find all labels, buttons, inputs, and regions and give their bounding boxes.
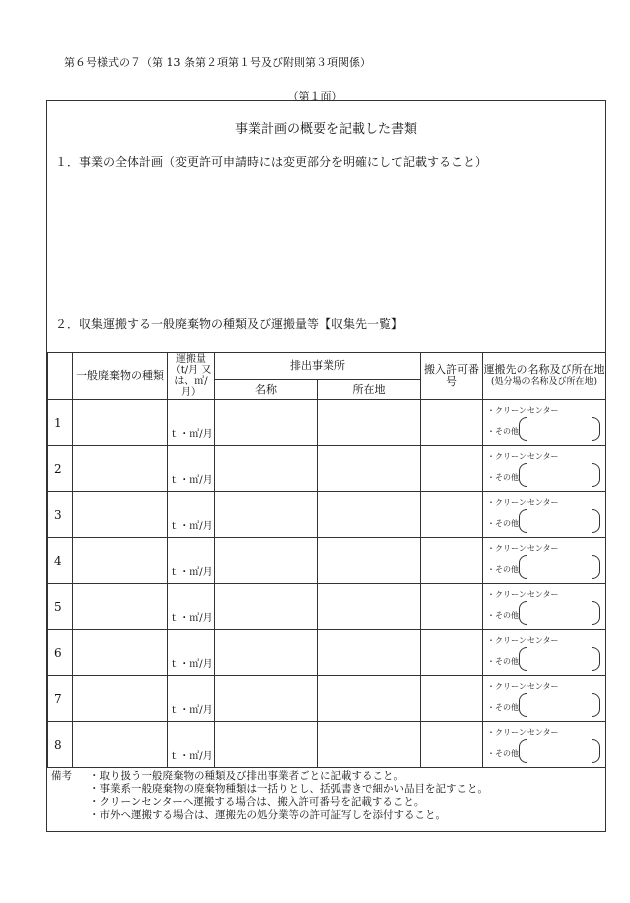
origin-name-cell[interactable]: [215, 400, 318, 446]
origin-name-cell[interactable]: [215, 630, 318, 676]
right-bracket-icon: [592, 601, 600, 625]
origin-location-cell[interactable]: [318, 630, 421, 676]
option-clean-center[interactable]: ・クリーンセンター: [487, 452, 559, 461]
option-other[interactable]: ・その他: [487, 749, 519, 758]
option-other[interactable]: ・その他: [487, 657, 519, 666]
remarks-list: [89, 770, 488, 822]
right-bracket-icon: [592, 693, 600, 717]
right-bracket-icon: [592, 509, 600, 533]
option-clean-center[interactable]: ・クリーンセンター: [487, 682, 559, 691]
option-clean-center[interactable]: ・クリーンセンター: [487, 544, 559, 553]
amount-unit: ｔ・㎥/月: [169, 705, 213, 716]
remark-item: ・取り扱う一般廃棄物の種類及び排出事業者ごとに記載すること。: [89, 770, 404, 782]
table-row: [48, 446, 606, 492]
origin-name-cell[interactable]: [215, 538, 318, 584]
option-other[interactable]: ・その他: [487, 565, 519, 574]
option-clean-center[interactable]: ・クリーンセンター: [487, 636, 559, 645]
option-other[interactable]: ・その他: [487, 703, 519, 712]
left-bracket-icon: [519, 463, 527, 487]
remark-item: ・クリーンセンターへ運搬する場合は、搬入許可番号を記載すること。: [89, 796, 425, 808]
waste-type-cell[interactable]: [73, 584, 168, 630]
origin-location-cell[interactable]: [318, 722, 421, 768]
option-clean-center[interactable]: ・クリーンセンター: [487, 406, 559, 415]
header-destination-line1: 運搬先の名称及び所在地: [483, 363, 605, 376]
header-destination: [483, 353, 606, 400]
header-origin: 排出事業所: [215, 353, 421, 380]
amount-unit: ｔ・㎥/月: [169, 429, 213, 440]
header-origin-name: 名称: [215, 380, 318, 400]
remark-item: ・市外へ運搬する場合は、運搬先の処分業等の許可証写しを添付すること。: [89, 809, 446, 821]
table-row: [48, 584, 606, 630]
amount-cell[interactable]: [168, 722, 215, 768]
table-body: [48, 400, 606, 768]
option-clean-center[interactable]: ・クリーンセンター: [487, 728, 559, 737]
form-code: 第６号様式の７（第 13 条第２項第１号及び附則第３項関係）: [64, 56, 371, 69]
option-other[interactable]: ・その他: [487, 427, 519, 436]
remark-item: ・事業系一般廃棄物の廃棄物種類は一括りとし、括弧書きで細かい品目を記すこと。: [89, 783, 488, 795]
section1-heading: １．事業の全体計画（変更許可申請時には変更部分を明確にして記載すること）: [55, 155, 488, 169]
origin-name-cell[interactable]: [215, 584, 318, 630]
permit-number-cell[interactable]: [421, 400, 483, 446]
destination-cell[interactable]: [483, 676, 606, 722]
option-other[interactable]: ・その他: [487, 611, 519, 620]
origin-name-cell[interactable]: [215, 676, 318, 722]
option-other[interactable]: ・その他: [487, 519, 519, 528]
waste-type-cell[interactable]: [73, 722, 168, 768]
amount-cell[interactable]: [168, 538, 215, 584]
header-waste-type: 一般廃棄物の種類: [73, 353, 168, 400]
table-row: [48, 676, 606, 722]
amount-unit: ｔ・㎥/月: [169, 751, 213, 762]
origin-location-cell[interactable]: [318, 676, 421, 722]
option-clean-center[interactable]: ・クリーンセンター: [487, 498, 559, 507]
amount-unit: ｔ・㎥/月: [169, 521, 213, 532]
waste-type-cell[interactable]: [73, 676, 168, 722]
row-number: 6: [48, 630, 73, 676]
header-permit-number: 搬入許可番号: [421, 353, 483, 400]
row-number: 8: [48, 722, 73, 768]
origin-location-cell[interactable]: [318, 538, 421, 584]
section2-heading: ２．収集運搬する一般廃棄物の種類及び運搬量等【収集先一覧】: [55, 317, 404, 331]
waste-type-cell[interactable]: [73, 492, 168, 538]
collection-table: [47, 352, 606, 768]
waste-type-cell[interactable]: [73, 630, 168, 676]
header-amount: 運搬量（t/月 又は、㎥/月）: [168, 353, 215, 400]
amount-unit: ｔ・㎥/月: [169, 659, 213, 670]
right-bracket-icon: [592, 739, 600, 763]
row-number: 1: [48, 400, 73, 446]
row-number: 4: [48, 538, 73, 584]
waste-type-cell[interactable]: [73, 538, 168, 584]
origin-location-cell[interactable]: [318, 584, 421, 630]
table-row: [48, 630, 606, 676]
table-row: [48, 492, 606, 538]
destination-cell[interactable]: [483, 492, 606, 538]
right-bracket-icon: [592, 555, 600, 579]
waste-type-cell[interactable]: [73, 446, 168, 492]
destination-cell[interactable]: [483, 584, 606, 630]
origin-location-cell[interactable]: [318, 492, 421, 538]
left-bracket-icon: [519, 601, 527, 625]
amount-cell[interactable]: [168, 400, 215, 446]
header-destination-line2: (処分場の名称及び所在地): [490, 377, 598, 387]
destination-cell[interactable]: [483, 630, 606, 676]
origin-name-cell[interactable]: [215, 446, 318, 492]
right-bracket-icon: [592, 417, 600, 441]
permit-number-cell[interactable]: [421, 584, 483, 630]
permit-number-cell[interactable]: [421, 538, 483, 584]
remarks-label: 備考: [51, 770, 72, 782]
permit-number-cell[interactable]: [421, 492, 483, 538]
table-row: [48, 538, 606, 584]
table-row: [48, 722, 606, 768]
row-number: 7: [48, 676, 73, 722]
amount-unit: ｔ・㎥/月: [169, 475, 213, 486]
left-bracket-icon: [519, 647, 527, 671]
origin-location-cell[interactable]: [318, 446, 421, 492]
permit-number-cell[interactable]: [421, 722, 483, 768]
left-bracket-icon: [519, 739, 527, 763]
left-bracket-icon: [519, 417, 527, 441]
permit-number-cell[interactable]: [421, 630, 483, 676]
destination-cell[interactable]: [483, 722, 606, 768]
amount-cell[interactable]: [168, 492, 215, 538]
right-bracket-icon: [592, 463, 600, 487]
left-bracket-icon: [519, 555, 527, 579]
permit-number-cell[interactable]: [421, 446, 483, 492]
option-other[interactable]: ・その他: [487, 473, 519, 482]
amount-cell[interactable]: [168, 630, 215, 676]
header-origin-location: 所在地: [318, 380, 421, 400]
right-bracket-icon: [592, 647, 600, 671]
page-label: （第１面）: [287, 90, 343, 103]
destination-cell[interactable]: [483, 538, 606, 584]
origin-location-cell[interactable]: [318, 400, 421, 446]
document-title: 事業計画の概要を記載した書類: [234, 122, 417, 137]
row-number: 2: [48, 446, 73, 492]
destination-cell[interactable]: [483, 400, 606, 446]
row-number: 3: [48, 492, 73, 538]
left-bracket-icon: [519, 509, 527, 533]
row-number: 5: [48, 584, 73, 630]
origin-name-cell[interactable]: [215, 492, 318, 538]
amount-unit: ｔ・㎥/月: [169, 613, 213, 624]
form-frame: [46, 100, 606, 832]
permit-number-cell[interactable]: [421, 676, 483, 722]
amount-unit: ｔ・㎥/月: [169, 567, 213, 578]
left-bracket-icon: [519, 693, 527, 717]
amount-cell[interactable]: [168, 584, 215, 630]
waste-type-cell[interactable]: [73, 400, 168, 446]
header-number: [48, 353, 73, 400]
origin-name-cell[interactable]: [215, 722, 318, 768]
amount-cell[interactable]: [168, 676, 215, 722]
destination-cell[interactable]: [483, 446, 606, 492]
amount-cell[interactable]: [168, 446, 215, 492]
option-clean-center[interactable]: ・クリーンセンター: [487, 590, 559, 599]
table-row: [48, 400, 606, 446]
